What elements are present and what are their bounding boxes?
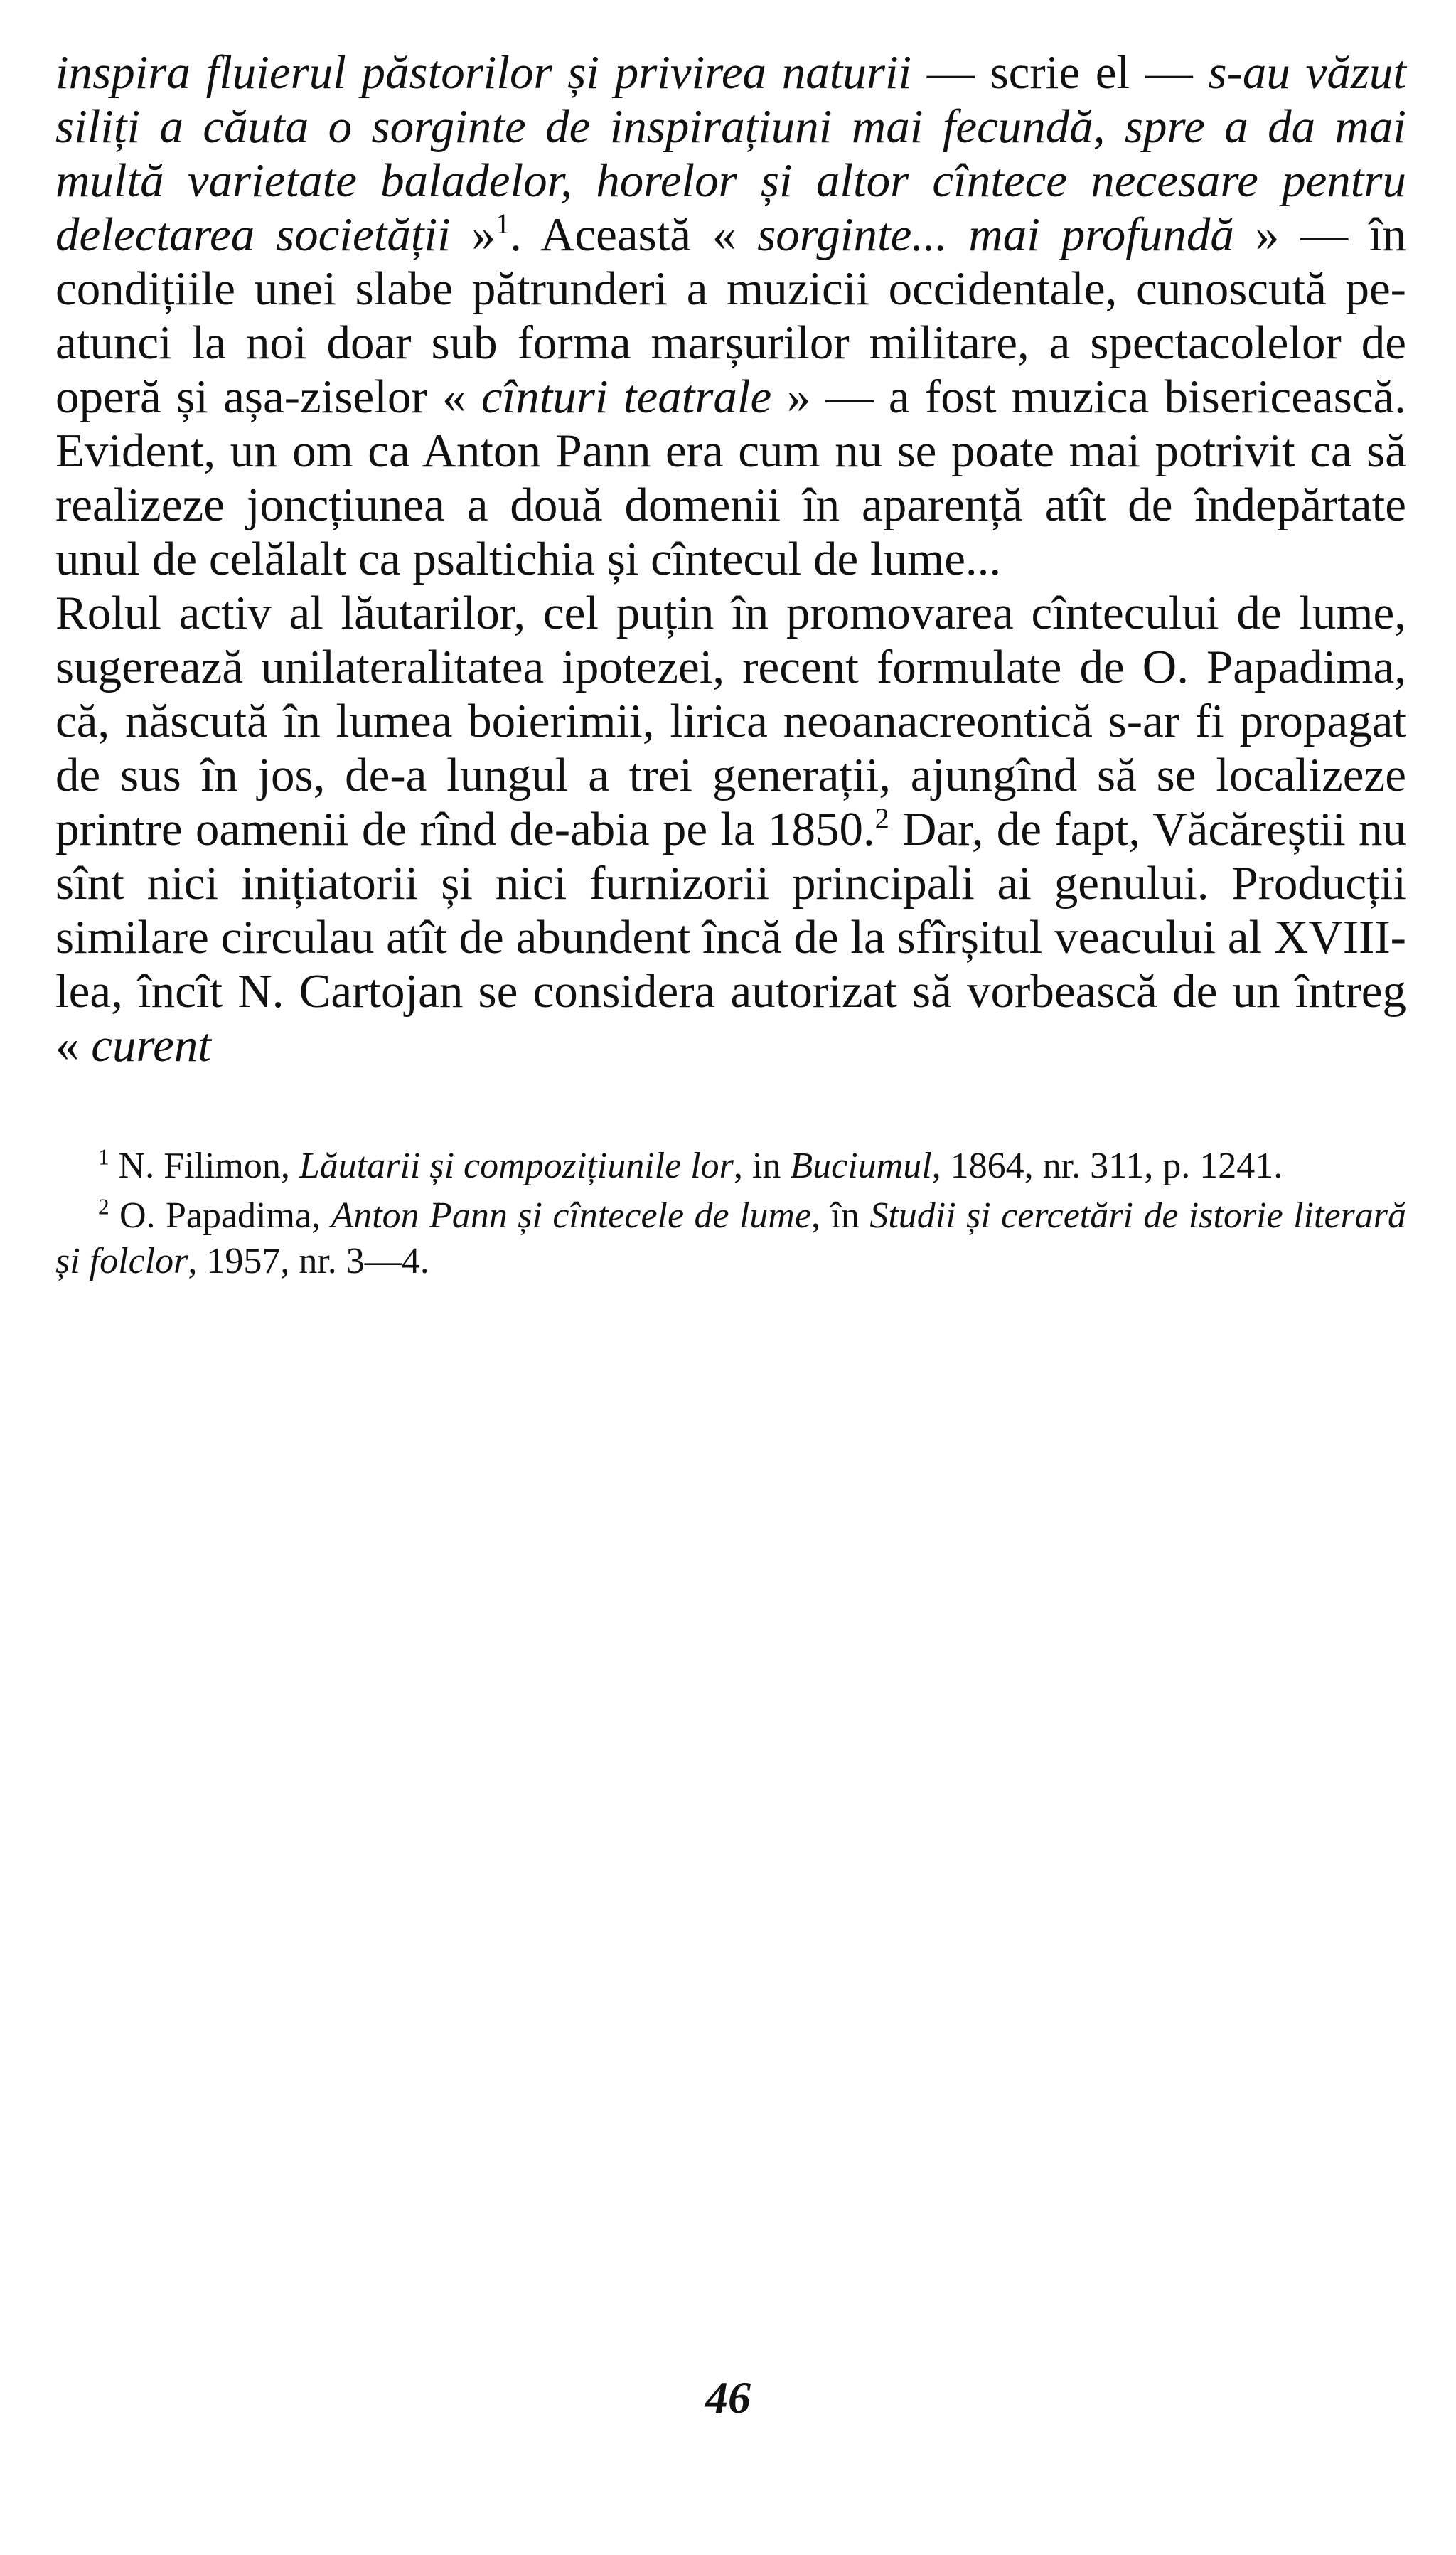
footnote-marker: 2 xyxy=(874,801,889,834)
italic-text-run: sorginte... mai profundă xyxy=(757,208,1234,261)
footnote-marker: 1 xyxy=(496,207,510,240)
text-run: N. Filimon, xyxy=(109,1146,299,1186)
text-run: , în xyxy=(811,1195,870,1236)
italic-text-run: Studii și cercetări de istorie literară și folclor xyxy=(55,1195,1407,1281)
text-run: Rolul activ al lăutarilor, cel puțin în promovarea cîntecului de lume, sugerează unilateralitatea ipotezei, recent formulate de O. Papadima, că, născută în lumea boierimii, lirica neoanacreontică s-ar fi propagat de sus în jos, de-a lungul a trei generații, ajungînd să se localizeze printre oamenii de rînd de-abia pe la 1850. xyxy=(55,587,1406,855)
italic-text-run: inspira fluierul păstorilor și privirea naturii xyxy=(55,46,912,99)
page-number: 46 xyxy=(705,2372,751,2423)
text-run: » — a fost muzica bisericească. Evident, un om ca Anton Pann era cum nu se poate mai potrivit ca să realizeze joncțiunea a două domenii în aparență atît de îndepărtate unul de celălalt ca psaltichia și cîntecul de lume... xyxy=(55,370,1406,585)
italic-text-run: Lăutarii și compozițiunile lor xyxy=(299,1146,734,1186)
italic-text-run: curent xyxy=(91,1019,211,1072)
main-text xyxy=(55,46,1406,1072)
text-run: , in xyxy=(733,1146,791,1186)
paragraph xyxy=(55,46,1406,586)
footnote xyxy=(55,1193,1406,1284)
text-run: , 1957, nr. 3—4. xyxy=(188,1241,429,1281)
footnotes xyxy=(55,1143,1406,1284)
text-run: Dar, de fapt, Văcăreștii nu sînt nici inițiatorii și nici furnizorii principali ai genului. Producții similare circulau atît de abundent încă de la sfîrșitul veacului al XVIII-lea, încît N. Cartojan se considera autorizat să vorbească de un întreg « xyxy=(55,803,1407,1072)
book-page xyxy=(55,46,1406,2506)
italic-text-run: cînturi teatrale xyxy=(481,370,772,423)
text-run: , 1864, nr. 311, p. 1241. xyxy=(931,1146,1283,1186)
footnote-marker: 2 xyxy=(98,1194,109,1220)
text-run: — scrie el — xyxy=(911,46,1209,99)
text-run: » xyxy=(450,208,496,261)
italic-text-run: Anton Pann și cîntecele de lume xyxy=(331,1195,812,1236)
text-run: » — în condițiile unei slabe pătrunderi a muzicii occidentale, cunoscută pe-atunci la noi doar sub forma marșurilor militare, a spectacolelor de operă și așa-ziselor « xyxy=(55,208,1406,423)
footnote xyxy=(55,1143,1406,1189)
text-run: . Această « xyxy=(510,208,758,261)
text-run: O. Papadima, xyxy=(109,1195,331,1236)
footnote-marker: 1 xyxy=(98,1144,109,1170)
paragraph xyxy=(55,586,1406,1072)
italic-text-run: Buciumul xyxy=(790,1146,932,1186)
italic-text-run: s-au văzut siliți a căuta o sorginte de inspirațiuni mai fecundă, spre a da mai multă varietate baladelor, horelor și altor cîntece necesare pentru delectarea societății xyxy=(55,46,1407,261)
